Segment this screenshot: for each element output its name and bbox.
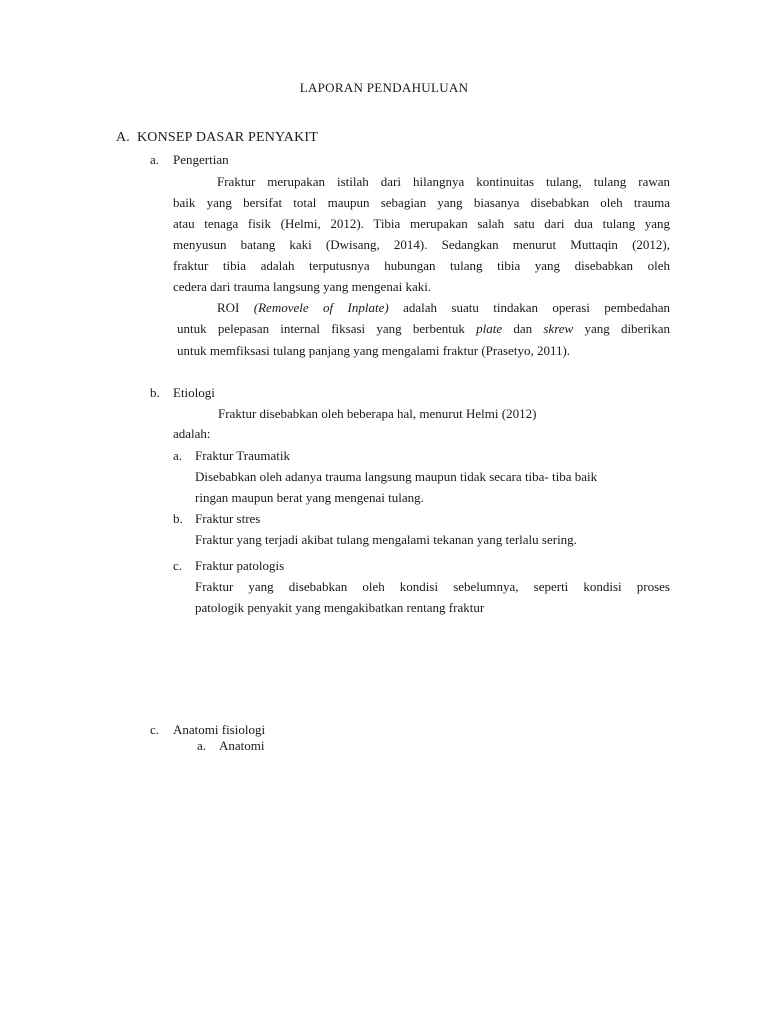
pengertian-para1-line: fraktur tibia adalah terputusnya hubungan tulang tibia yang disebabkan oleh bbox=[173, 258, 670, 273]
section-a-marker: A. bbox=[116, 130, 131, 145]
etiologi-item-desc: patologik penyakit yang mengakibatkan rentang fraktur bbox=[195, 600, 485, 615]
section-a-heading: KONSEP DASAR PENYAKIT bbox=[137, 130, 319, 145]
anatomi-label: Anatomi fisiologi bbox=[173, 722, 266, 737]
etiologi-item-marker: a. bbox=[173, 448, 183, 463]
etiologi-item-marker: b. bbox=[173, 511, 183, 526]
etiologi-intro-line2: adalah: bbox=[173, 426, 211, 441]
pengertian-para1-line: cedera dari trauma langsung yang mengenai kaki. bbox=[173, 279, 432, 294]
anatomi-sub-marker: a. bbox=[197, 738, 207, 753]
pengertian-para1-line: baik yang bersifat total maupun sebagian yang biasanya disebabkan oleh trauma bbox=[173, 195, 670, 210]
pengertian-para2-line2: untuk pelepasan internal fiksasi yang berbentuk plate dan skrew yang diberikan bbox=[177, 321, 671, 336]
etiologi-intro-line1: Fraktur disebabkan oleh beberapa hal, menurut Helmi (2012) bbox=[218, 406, 537, 421]
pengertian-para2-line1: ROI (Removele of Inplate) adalah suatu tindakan operasi pembedahan bbox=[217, 300, 670, 315]
etiologi-item-label: Fraktur patologis bbox=[195, 558, 285, 573]
etiologi-item-desc: Fraktur yang terjadi akibat tulang mengalami tekanan yang terlalu sering. bbox=[195, 532, 577, 547]
pengertian-marker: a. bbox=[150, 152, 160, 167]
pengertian-para1-line: atau tenaga fisik (Helmi, 2012). Tibia merupakan salah satu dari dua tulang yang bbox=[173, 216, 670, 231]
etiologi-item-label: Fraktur Traumatik bbox=[195, 448, 290, 463]
etiologi-marker: b. bbox=[150, 385, 160, 400]
page-title: LAPORAN PENDAHULUAN bbox=[299, 80, 469, 95]
pengertian-label: Pengertian bbox=[173, 152, 229, 167]
anatomi-sub-label: Anatomi bbox=[219, 738, 265, 753]
etiologi-item-marker: c. bbox=[173, 558, 183, 573]
etiologi-label: Etiologi bbox=[173, 385, 215, 400]
pengertian-para1-line: Fraktur merupakan istilah dari hilangnya kontinuitas tulang, tulang rawan bbox=[217, 174, 670, 189]
etiologi-item-desc: Fraktur yang disebabkan oleh kondisi sebelumnya, seperti kondisi proses bbox=[195, 579, 670, 594]
etiologi-item-label: Fraktur stres bbox=[195, 511, 261, 526]
anatomi-marker: c. bbox=[150, 722, 160, 737]
pengertian-para1-line: menyusun batang kaki (Dwisang, 2014). Sedangkan menurut Muttaqin (2012), bbox=[173, 237, 670, 252]
etiologi-item-desc: ringan maupun berat yang mengenai tulang. bbox=[195, 490, 424, 505]
pengertian-para2-line3: untuk memfiksasi tulang panjang yang mengalami fraktur (Prasetyo, 2011). bbox=[177, 343, 571, 358]
etiologi-item-desc: Disebabkan oleh adanya trauma langsung maupun tidak secara tiba- tiba baik bbox=[195, 469, 598, 484]
